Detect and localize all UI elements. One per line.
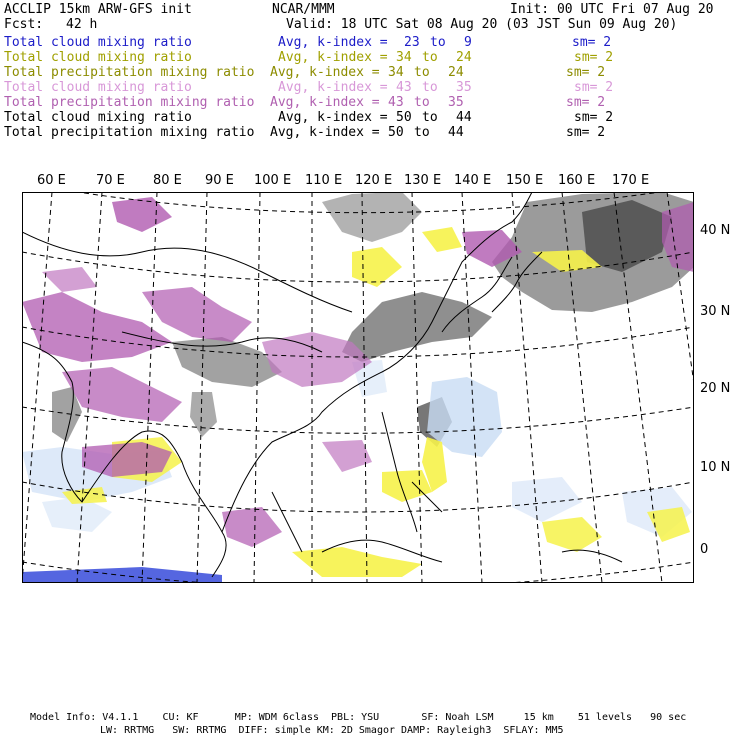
lat-label: 0 bbox=[700, 542, 709, 557]
legend-k-to: 44 bbox=[456, 110, 472, 125]
legend-k-to: 35 bbox=[456, 80, 472, 95]
legend-field: Total precipitation mixing ratio bbox=[4, 125, 255, 140]
lon-label: 120 E bbox=[355, 173, 393, 188]
legend-k-from: 43 bbox=[388, 95, 404, 110]
model-info-line2: LW: RRTMG SW: RRTMG DIFF: simple KM: 2D Smagor DAMP: Rayleigh3 SFLAY: MM5 bbox=[100, 725, 564, 736]
legend-sm: sm= 2 bbox=[574, 110, 614, 125]
lat-label: 40 N bbox=[700, 223, 731, 238]
legend-to: to bbox=[422, 80, 438, 95]
legend-k-from: 34 bbox=[396, 50, 412, 65]
center-name: NCAR/MMM bbox=[272, 2, 335, 17]
legend-sm: sm= 2 bbox=[566, 65, 606, 80]
lat-label: 30 N bbox=[700, 304, 731, 319]
legend-avg: Avg, k-index = bbox=[278, 80, 388, 95]
legend-row bbox=[4, 35, 192, 50]
lon-label: 110 E bbox=[305, 173, 343, 188]
legend-k-from: 23 bbox=[404, 35, 420, 50]
lon-label: 60 E bbox=[37, 173, 66, 188]
legend-to: to bbox=[414, 95, 430, 110]
legend-to: to bbox=[422, 110, 438, 125]
lat-label: 10 N bbox=[700, 460, 731, 475]
legend-k-to: 24 bbox=[456, 50, 472, 65]
lon-label: 80 E bbox=[153, 173, 182, 188]
legend-k-to: 44 bbox=[448, 125, 464, 140]
lon-label: 130 E bbox=[404, 173, 442, 188]
legend-to: to bbox=[422, 50, 438, 65]
legend-k-from: 34 bbox=[388, 65, 404, 80]
lat-label: 20 N bbox=[700, 381, 731, 396]
legend-sm: sm= 2 bbox=[572, 35, 612, 50]
legend-avg: Avg, k-index = bbox=[278, 110, 388, 125]
legend-avg: Avg, k-index = bbox=[278, 35, 388, 50]
legend-sm: sm= 2 bbox=[566, 95, 606, 110]
legend-sm: sm= 2 bbox=[574, 80, 614, 95]
legend-field: Total precipitation mixing ratio bbox=[4, 65, 255, 80]
legend-sm: sm= 2 bbox=[566, 125, 606, 140]
legend-field: Total cloud mixing ratio bbox=[4, 50, 192, 65]
legend-k-to: 9 bbox=[464, 35, 472, 50]
legend-avg: Avg, k-index = bbox=[278, 50, 388, 65]
model-info-line1: Model Info: V4.1.1 CU: KF MP: WDM 6class PBL: YSU SF: Noah LSM 15 km 51 levels 90 sec bbox=[30, 712, 687, 723]
legend-k-to: 24 bbox=[448, 65, 464, 80]
legend-field: Total cloud mixing ratio bbox=[4, 80, 192, 95]
legend-k-to: 35 bbox=[448, 95, 464, 110]
legend-avg: Avg, k-index = bbox=[270, 125, 380, 140]
model-title: ACCLIP 15km ARW-GFS init bbox=[4, 2, 192, 17]
forecast-label: Fcst: bbox=[4, 17, 44, 32]
init-time: Init: 00 UTC Fri 07 Aug 20 bbox=[510, 2, 714, 17]
forecast-map bbox=[22, 192, 694, 583]
legend-sm: sm= 2 bbox=[574, 50, 614, 65]
lon-label: 150 E bbox=[506, 173, 544, 188]
legend-avg: Avg, k-index = bbox=[270, 65, 380, 80]
lon-label: 100 E bbox=[254, 173, 292, 188]
lon-label: 90 E bbox=[205, 173, 234, 188]
legend-k-from: 43 bbox=[396, 80, 412, 95]
longitude-axis bbox=[0, 166, 740, 192]
lon-label: 170 E bbox=[612, 173, 650, 188]
legend-k-from: 50 bbox=[396, 110, 412, 125]
legend-k-from: 50 bbox=[388, 125, 404, 140]
legend-avg: Avg, k-index = bbox=[270, 95, 380, 110]
legend-field: Total cloud mixing ratio bbox=[4, 110, 192, 125]
legend-field: Total cloud mixing ratio bbox=[4, 35, 192, 50]
lon-label: 70 E bbox=[96, 173, 125, 188]
legend-to: to bbox=[414, 125, 430, 140]
legend-to: to bbox=[430, 35, 446, 50]
latitude-axis bbox=[696, 192, 740, 583]
lon-label: 140 E bbox=[454, 173, 492, 188]
legend-field: Total precipitation mixing ratio bbox=[4, 95, 255, 110]
valid-time: Valid: 18 UTC Sat 08 Aug 20 (03 JST Sun 09 Aug 20) bbox=[286, 17, 678, 32]
lon-label: 160 E bbox=[558, 173, 596, 188]
forecast-hours: 42 h bbox=[66, 17, 98, 32]
legend-to: to bbox=[414, 65, 430, 80]
